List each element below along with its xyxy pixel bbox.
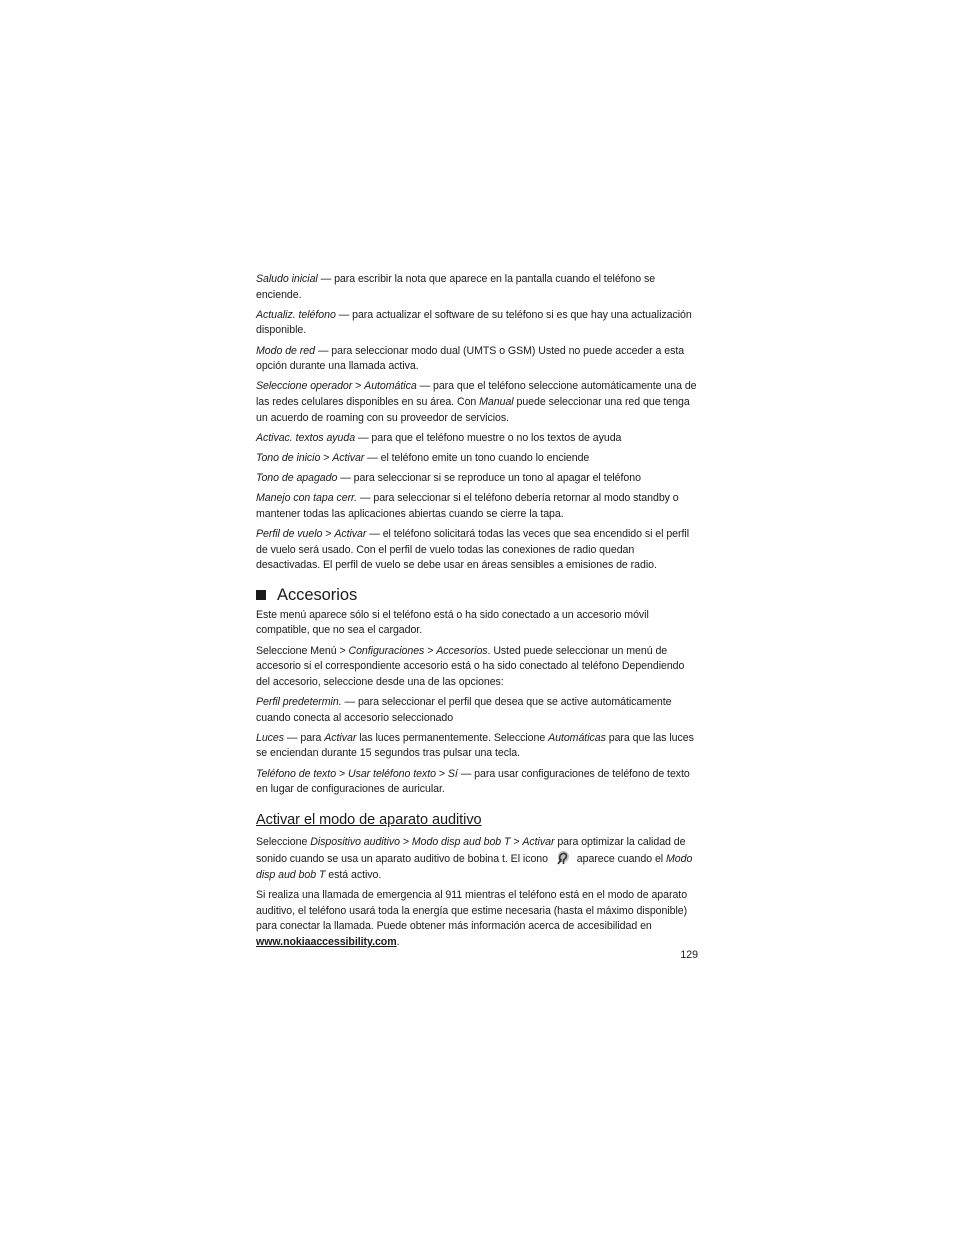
text-fragment: Si realiza una llamada de emergencia al 911 mientras el teléfono está en el modo de aparato auditivo, el teléfono usará toda la energía que estime necesaria (hasta el máximo disponible) para conectar la llamada. Puede obtener más información acerca de accesibilidad en <box>256 889 688 933</box>
setting-term: Seleccione operador <box>256 380 353 393</box>
text-fragment: . <box>396 935 400 948</box>
path-separator: > <box>435 767 448 780</box>
path-separator: > <box>320 451 333 464</box>
menu-option: Configuraciones <box>348 644 425 657</box>
path-separator: > <box>424 644 437 657</box>
setting-seleccione-operador <box>256 379 698 426</box>
option-perfil-predetermin <box>256 695 698 726</box>
setting-saludo-inicial <box>256 272 698 303</box>
option-desc: las luces permanentemente. Seleccione <box>356 731 549 744</box>
hearing-aid-icon <box>554 850 572 866</box>
setting-desc: — para seleccionar modo dual (UMTS o GSM) Usted no puede acceder a esta opción durante una llamada activa. <box>256 344 685 373</box>
setting-option: Activar <box>334 528 367 541</box>
option-term: Usar teléfono texto <box>347 767 436 780</box>
text-fragment: aparece cuando el <box>573 853 666 866</box>
option-value: Automáticas <box>548 731 606 744</box>
text-fragment: . Usted puede seleccionar un menú de accesorio si el correspondiente accesorio está o ha sido conectado al teléfono Dependiendo del accesorio, seleccione desde una de las opciones: <box>256 644 685 688</box>
option-term: Perfil predetermin. <box>256 696 342 708</box>
menu-option: Accesorios <box>436 644 488 657</box>
setting-manejo-tapa <box>256 491 698 522</box>
path-separator: > <box>510 835 523 848</box>
setting-option: Automática <box>364 380 417 393</box>
setting-desc: — para que el teléfono seleccione automáticamente una de las redes celulares disponibles en su área. Con <box>256 380 697 408</box>
option-desc: — para <box>284 731 325 744</box>
path-separator: > <box>322 528 335 541</box>
accesorios-intro: Este menú aparece sólo si el teléfono está o ha sido conectado a un accesorio móvil compatible, que no sea el cargador. <box>256 608 649 637</box>
setting-term: Perfil de vuelo <box>256 528 323 541</box>
menu-option: Dispositivo auditivo <box>310 835 400 848</box>
auditivo-instructions <box>256 835 698 884</box>
section-title: Accesorios <box>277 585 358 604</box>
setting-term: Activac. textos ayuda <box>256 431 356 444</box>
option-desc: — para usar configuraciones de teléfono de texto en lugar de configuraciones de auricular. <box>256 767 690 796</box>
section-heading-accesorios <box>256 585 698 605</box>
setting-option: Manual <box>479 395 514 408</box>
setting-activac-textos-ayuda <box>256 431 698 447</box>
option-term: Sí <box>447 767 458 780</box>
menu-option: Modo disp aud bob T <box>256 853 693 881</box>
setting-modo-de-red <box>256 344 698 375</box>
setting-term: Manejo con tapa cerr. <box>256 492 358 505</box>
text-fragment: Seleccione <box>256 644 311 657</box>
setting-desc: — para seleccionar si se reproduce un tono al apagar el teléfono <box>337 472 641 485</box>
auditivo-emergency-note <box>256 888 698 950</box>
square-bullet-icon <box>256 590 266 600</box>
setting-desc: puede seleccionar una red que tenga un acuerdo de roaming con su proveedor de servicios. <box>256 395 690 424</box>
text-fragment: está activo. <box>325 868 382 881</box>
text-fragment: Seleccione <box>256 835 311 848</box>
path-separator: > <box>336 767 348 780</box>
setting-term: Tono de inicio <box>256 451 321 464</box>
setting-desc: — para seleccionar si el teléfono debería retornar al modo standby o mantener todas las aplicaciones abiertas cuando se cierre la tapa. <box>256 492 679 520</box>
setting-tono-de-inicio <box>256 451 698 467</box>
setting-term: Modo de red <box>256 344 315 357</box>
page-content <box>256 272 698 955</box>
path-separator: > <box>336 644 349 657</box>
menu-option: Modo disp aud bob T <box>411 835 511 848</box>
setting-desc: — el teléfono solicitará todas las veces que sea encendido si el perfil de vuelo será usado. Con el perfil de vuelo todas las conexiones de radio quedan desactivadas. El perfil de vuelo se debe usar en áreas sensibles a emisiones de radio. <box>256 528 689 572</box>
subheading-modo-auditivo: Activar el modo de aparato auditivo <box>256 811 482 828</box>
path-separator: > <box>352 380 365 393</box>
setting-perfil-de-vuelo <box>256 527 698 574</box>
accesorios-menu-path <box>256 644 698 691</box>
page-number: 129 <box>680 949 698 961</box>
setting-term: Actualiz. teléfono <box>256 308 336 321</box>
setting-tono-de-apagado <box>256 471 698 487</box>
path-separator: > <box>399 835 412 848</box>
setting-desc: — para que el teléfono muestre o no los textos de ayuda <box>355 431 622 444</box>
menu-option: Activar <box>522 835 555 848</box>
accessibility-link[interactable]: www.nokiaaccessibility.com <box>256 935 397 948</box>
setting-desc: — para actualizar el software de su teléfono si es que hay una actualización disponible. <box>256 308 692 337</box>
setting-desc: — para escribir la nota que aparece en la pantalla cuando el teléfono se enciende. <box>256 273 656 301</box>
option-desc: — para seleccionar el perfil que desea que se active automáticamente cuando conecta al accesorio seleccionado <box>256 696 672 724</box>
setting-desc: — el teléfono emite un tono cuando lo enciende <box>364 451 590 464</box>
option-luces <box>256 731 698 762</box>
setting-option: Activar <box>332 451 365 464</box>
menu-softkey: Menú <box>310 644 337 657</box>
setting-term: Saludo inicial <box>256 273 318 285</box>
option-desc: para que las luces se enciendan durante 15 segundos tras pulsar una tecla. <box>256 731 694 760</box>
option-value: Activar <box>324 731 357 744</box>
text-fragment: para optimizar la calidad de sonido cuando se usa un aparato auditivo de bobina t. El icono <box>256 835 686 866</box>
option-term: Teléfono de texto <box>256 767 337 780</box>
option-term: Luces <box>256 731 285 744</box>
setting-term: Tono de apagado <box>256 472 338 485</box>
setting-actualiz-telefono <box>256 308 698 339</box>
option-telefono-texto <box>256 767 698 798</box>
